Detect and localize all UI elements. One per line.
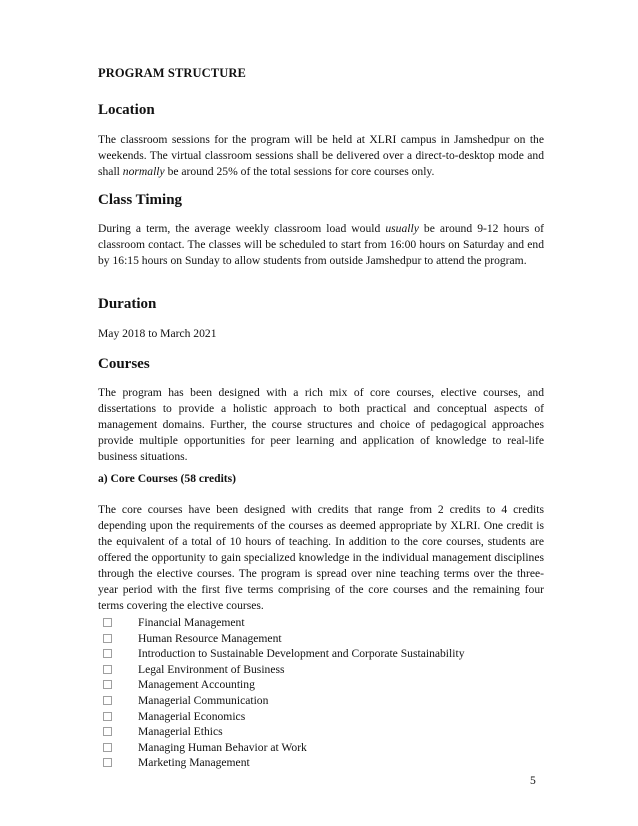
bullet-icon	[103, 727, 112, 736]
list-item	[98, 709, 465, 725]
bullet-icon	[103, 758, 112, 767]
list-item-label: Marketing Management	[138, 756, 250, 770]
list-item	[98, 755, 465, 771]
class-timing-heading: Class Timing	[98, 192, 183, 208]
location-text: The classroom sessions for the program will be held at XLRI campus in Jamshedpur on the weekends. The virtual classroom sessions shall be delivered over a direct-to-desktop mode and shall	[98, 133, 544, 178]
bullet-icon	[103, 618, 112, 627]
location-emphasis: normally	[122, 165, 165, 178]
class-timing-paragraph	[98, 221, 544, 269]
list-item	[98, 693, 465, 709]
location-text-after: be around 25% of the total sessions for core courses only.	[164, 165, 435, 178]
list-item-label: Managerial Ethics	[138, 725, 223, 739]
core-courses-heading: a) Core Courses (58 credits)	[98, 472, 237, 485]
duration-heading: Duration	[98, 296, 157, 312]
page-number: 5	[530, 774, 536, 787]
class-timing-text-before: During a term, the average weekly classroom load would	[98, 222, 386, 235]
duration-text: May 2018 to March 2021	[98, 327, 217, 340]
location-heading: Location	[98, 102, 155, 118]
list-item-label: Managerial Economics	[138, 709, 246, 723]
core-course-list	[98, 615, 465, 771]
document-title: PROGRAM STRUCTURE	[98, 66, 246, 80]
bullet-icon	[103, 649, 112, 658]
list-item-label: Human Resource Management	[138, 631, 282, 645]
courses-intro: The program has been designed with a rich mix of core courses, elective courses, and dissertations to provide a holistic approach to both practical and conceptual aspects of management domains. Further, the course structures and choice of pedagogical approaches provide multiple opportunities for peer learning and application of knowledge to real-life business situations.	[98, 386, 544, 463]
class-timing-emphasis: usually	[385, 222, 419, 235]
list-item-label: Management Accounting	[138, 678, 255, 692]
bullet-icon	[103, 665, 112, 674]
list-item	[98, 724, 465, 740]
location-paragraph	[98, 132, 544, 180]
class-timing-text-after: be around 9-12 hours of classroom contact. The classes will be scheduled to start from 16:00 hours on Saturday and end by 16:15 hours on Sunday to allow students from outside Jamshedpur to attend the program.	[98, 222, 544, 267]
list-item-label: Introduction to Sustainable Development and Corporate Sustainability	[138, 647, 465, 661]
bullet-icon	[103, 712, 112, 721]
list-item	[98, 662, 465, 678]
list-item	[98, 677, 465, 693]
list-item-label: Managing Human Behavior at Work	[138, 740, 307, 754]
list-item-label: Legal Environment of Business	[138, 662, 285, 676]
list-item-label: Financial Management	[138, 616, 245, 629]
bullet-icon	[103, 680, 112, 689]
list-item	[98, 740, 465, 756]
list-item-label: Managerial Communication	[138, 693, 269, 707]
list-item	[98, 631, 465, 647]
core-courses-text: The core courses have been designed with credits that range from 2 credits to 4 credits depending upon the requirements of the courses as deemed appropriate by XLRI. One credit is the equivalent of a total of 10 hours of teaching. In addition to the core courses, students are offered the opportunity to gain specialized knowledge in the individual management disciplines through the elective courses. The program is spread over nine teaching terms over the three-year period with the first five terms comprising of the core courses and the remaining four terms covering the elective courses.	[98, 503, 544, 612]
list-item	[98, 646, 465, 662]
bullet-icon	[103, 743, 112, 752]
bullet-icon	[103, 634, 112, 643]
bullet-icon	[103, 696, 112, 705]
courses-heading: Courses	[98, 356, 150, 372]
list-item	[98, 615, 465, 631]
